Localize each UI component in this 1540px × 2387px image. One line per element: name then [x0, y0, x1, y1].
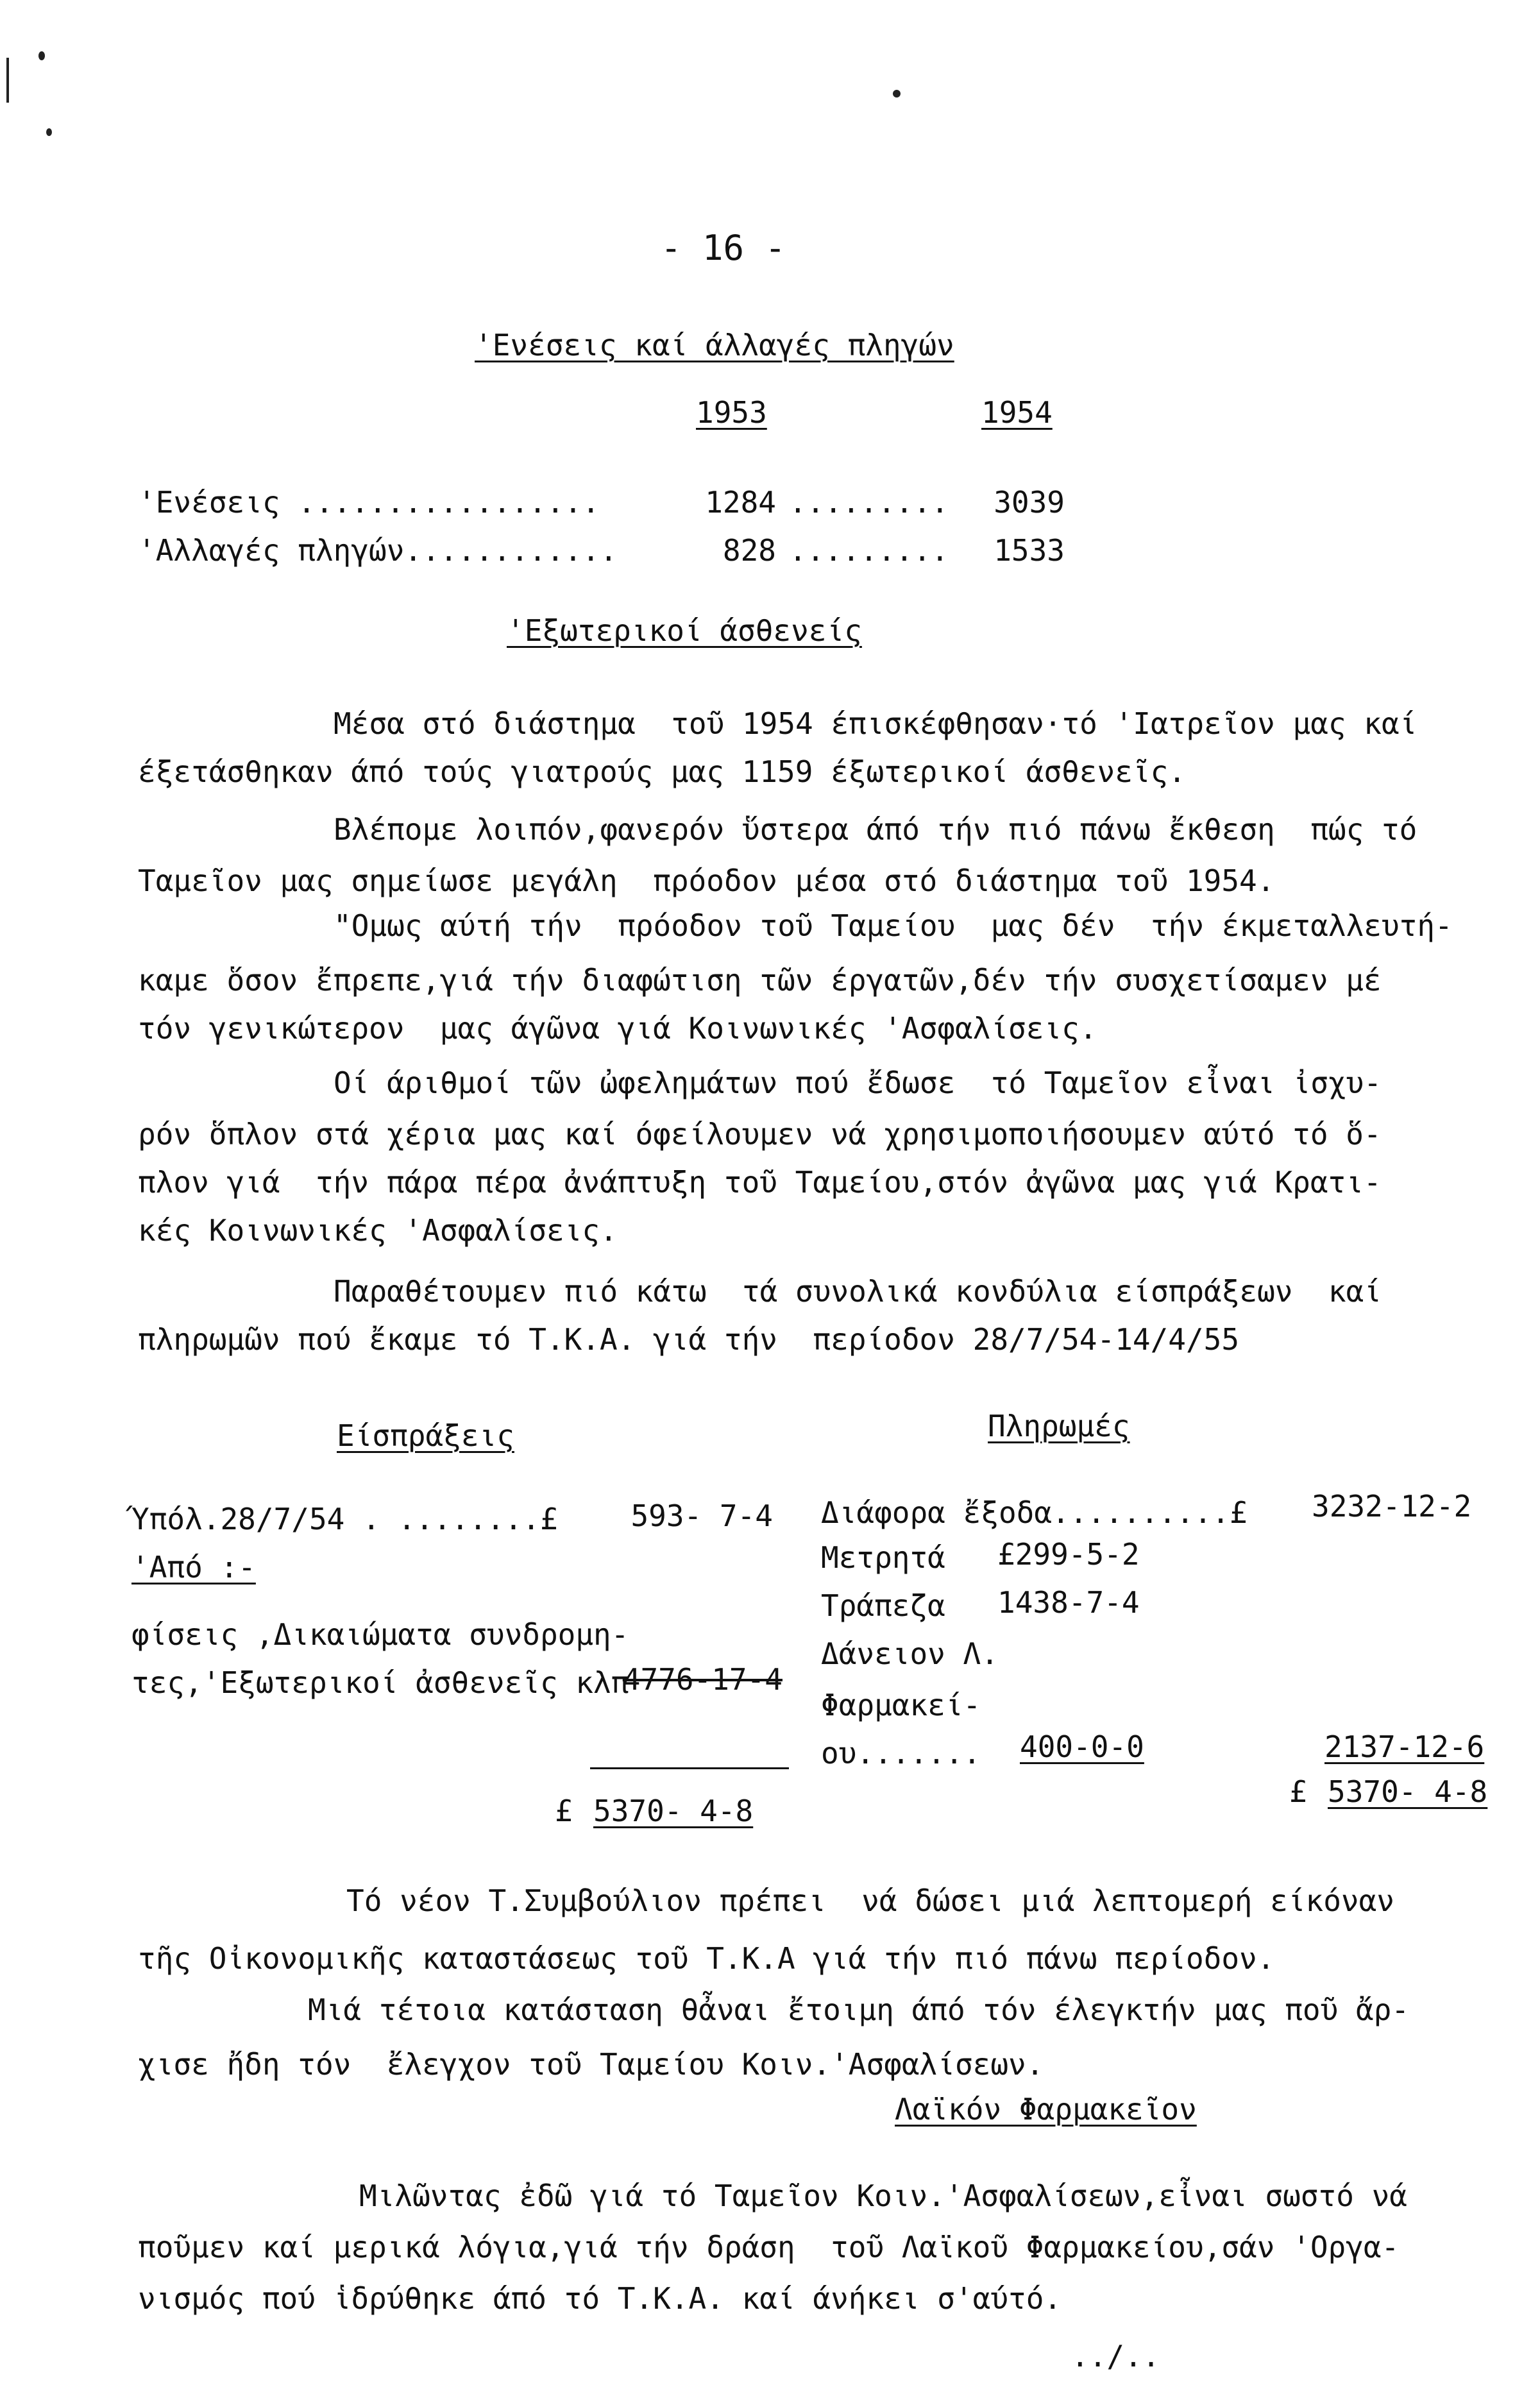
- peoples-pharmacy-title: Λαϊκόν Φαρμακεῖον: [895, 2092, 1197, 2127]
- continuation-mark: ../..: [1071, 2339, 1160, 2374]
- receipts-title: Είσπράξεις: [337, 1418, 514, 1453]
- paragraph-line: πληρωμῶν πού ἔκαμε τό Τ.Κ.Α. γιά τήν περίοδον 28/7/54-14/4/55: [138, 1322, 1240, 1357]
- paragraph-line: χισε ἤδη τόν ἔλεγχον τοῦ Ταμείου Κοιν.'Ασφαλίσεων.: [138, 2047, 1044, 2082]
- scan-speck: [893, 90, 901, 98]
- left-total-value: 5370- 4-8: [593, 1794, 754, 1828]
- from-label: 'Από :-: [131, 1550, 256, 1584]
- page-number: - 16 -: [661, 228, 786, 268]
- injections-row-dots: .........: [789, 485, 949, 520]
- paragraph-line: ρόν ὅπλον στά χέρια μας καί όφείλουμεν νά χρησιμοποιήσουμεν αύτό τό ὅ-: [138, 1117, 1382, 1151]
- outpatients-title: 'Εξωτερικοί άσθενείς: [507, 613, 862, 648]
- right-total-value: 5370- 4-8: [1328, 1774, 1488, 1809]
- left-edge-mark: [6, 58, 9, 103]
- paragraph-line: Βλέπομε λοιπόν,φανερόν ὕστερα άπό τήν πιό πάνω ἔκθεση πώς τό: [334, 812, 1417, 847]
- subscriptions-line-1: φίσεις ,Δικαιώματα συνδρομη-: [131, 1617, 629, 1652]
- subscriptions-value: 4776-17-4: [622, 1662, 783, 1697]
- cash-value: £299-5-2: [997, 1537, 1140, 1572]
- left-total-rule: [590, 1767, 789, 1769]
- paragraph-line: τῆς Οἰκονομικῆς καταστάσεως τοῦ Τ.Κ.Α γιά τήν πιό πάνω περίοδον.: [138, 1941, 1275, 1976]
- loan-label: Δάνειον Λ.: [821, 1636, 999, 1671]
- paragraph-line: Τό νέον Τ.Συμβούλιον πρέπει νά δώσει μιά λεπτομερή είκόναν: [346, 1883, 1394, 1918]
- scan-speck: [38, 51, 45, 60]
- subscriptions-line-2: τες,'Εξωτερικοί ἀσθενεῖς κλπ: [131, 1665, 629, 1700]
- paragraph-line: Παραθέτουμεν πιό κάτω τά συνολικά κονδύλια είσπράξεων καί: [334, 1274, 1382, 1309]
- pharmacy-label-2: ου.......: [821, 1736, 981, 1771]
- paragraph-line: Ταμεῖον μας σημείωσε μεγάλη πρόοδον μέσα στό διάστημα τοῦ 1954.: [138, 863, 1275, 898]
- paragraph-line: ποῦμεν καί μερικά λόγια,γιά τήν δράση τοῦ Λαϊκοῦ Φαρμακείου,σάν 'Οργα-: [138, 2230, 1400, 2264]
- paragraph-line: πλον γιά τήν πάρα πέρα ἀνάπτυξη τοῦ Ταμείου,στόν ἀγῶνα μας γιά Κρατι-: [138, 1165, 1382, 1200]
- payments-title: Πληρωμές: [988, 1409, 1130, 1443]
- paragraph-line: έξετάσθηκαν άπό τούς γιατρούς μας 1159 έξωτερικοί άσθενεῖς.: [138, 754, 1186, 789]
- misc-expenses-value: 3232-12-2: [1312, 1489, 1472, 1524]
- injections-row-1953: 1284: [705, 485, 776, 520]
- injections-title: 'Ενέσεις καί άλλαγές πληγών: [475, 328, 954, 362]
- year-1954-header: 1954: [981, 395, 1053, 430]
- balance-value: 593- 7-4: [630, 1499, 773, 1533]
- dressings-row-1953: 828: [722, 533, 776, 568]
- paragraph-line: Μιλῶντας ἐδῶ γιά τό Ταμεῖον Κοιν.'Ασφαλίσεων,εἶναι σωστό νά: [359, 2179, 1407, 2213]
- paragraph-line: "Ομως αύτή τήν πρόοδον τοῦ Ταμείου μας δέν τήν έκμεταλλευτή-: [334, 908, 1453, 943]
- pharmacy-label-1: Φαρμακεί-: [821, 1688, 981, 1722]
- year-1953-header: 1953: [696, 395, 767, 430]
- payments-subtotal: 2137-12-6: [1324, 1729, 1485, 1764]
- dressings-row-dots: .........: [789, 533, 949, 568]
- paragraph-line: νισμός πού ἱδρύθηκε άπό τό Τ.Κ.Α. καί άνήκει σ'αύτό.: [138, 2281, 1062, 2316]
- balance-label: Ύπόλ.28/7/54 . ........£: [131, 1502, 558, 1536]
- bank-value: 1438-7-4: [997, 1585, 1140, 1620]
- cash-label: Μετρητά: [821, 1540, 945, 1575]
- left-total-currency: £: [555, 1794, 573, 1828]
- injections-row-1954: 3039: [994, 485, 1065, 520]
- paragraph-line: τόν γενικώτερον μας άγῶνα γιά Κοινωνικές 'Ασφαλίσεις.: [138, 1011, 1097, 1046]
- paragraph-line: Οί άριθμοί τῶν ὠφελημάτων πού ἔδωσε τό Ταμεῖον εἶναι ἰσχυ-: [334, 1066, 1382, 1100]
- dressings-row-1954: 1533: [994, 533, 1065, 568]
- dressings-row-label: 'Αλλαγές πληγών............: [138, 533, 618, 568]
- paragraph-line: καμε ὅσον ἔπρεπε,γιά τήν διαφώτιση τῶν έργατῶν,δέν τήν συσχετίσαμεν μέ: [138, 963, 1382, 998]
- paragraph-line: Μιά τέτοια κατάσταση θἆναι ἔτοιμη άπό τόν έλεγκτήν μας ποῦ ἄρ-: [308, 1992, 1410, 2027]
- bank-label: Τράπεζα: [821, 1588, 945, 1623]
- right-total-currency: £: [1289, 1774, 1307, 1809]
- misc-expenses-label: Διάφορα ἔξοδα..........£: [821, 1495, 1248, 1530]
- pharmacy-value: 400-0-0: [1020, 1729, 1144, 1764]
- scan-speck: [46, 128, 52, 136]
- paragraph-line: κές Κοινωνικές 'Ασφαλίσεις.: [138, 1213, 618, 1248]
- injections-row-label: 'Ενέσεις .................: [138, 485, 600, 520]
- paragraph-line: Μέσα στό διάστημα τοῦ 1954 έπισκέφθησαν·τό 'Ιατρεῖον μας καί: [334, 706, 1417, 741]
